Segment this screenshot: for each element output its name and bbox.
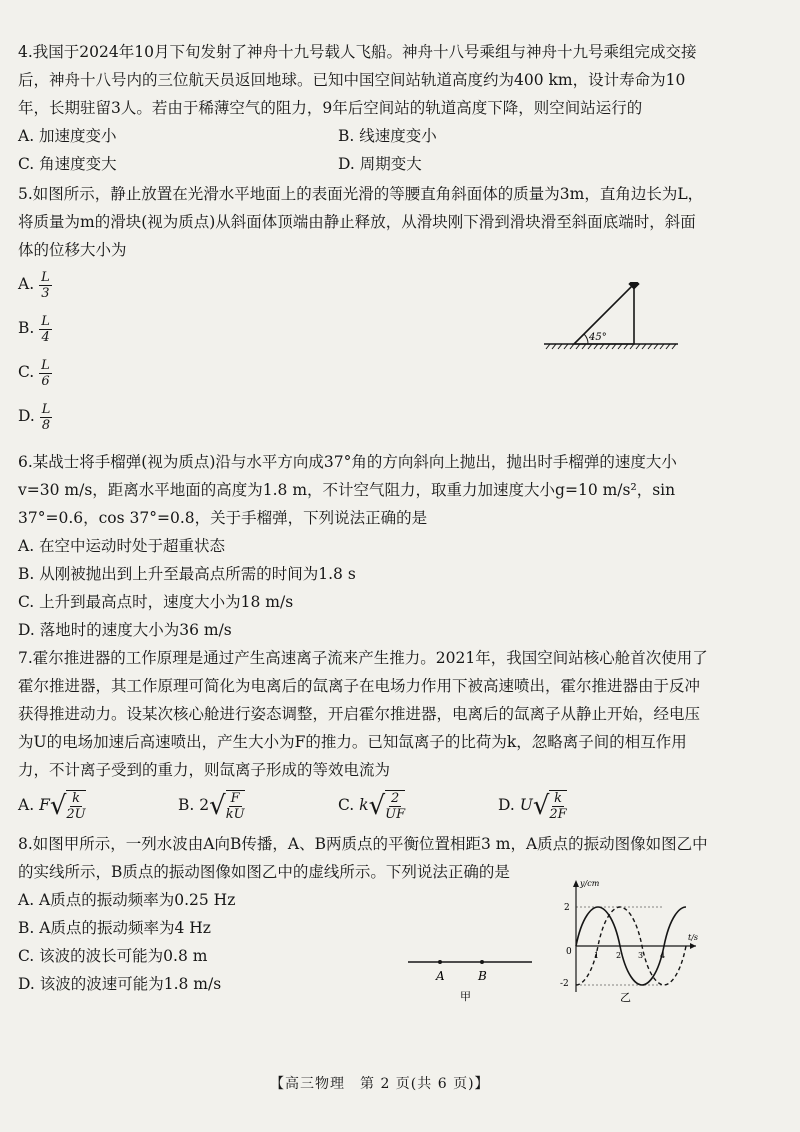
q5-option-c-fraction: $\frac{L}{6}$ xyxy=(41,357,50,389)
figure-yi xyxy=(554,874,704,1002)
q6-option-a[interactable]: A. 在空中运动时处于超重状态 xyxy=(18,537,226,555)
origin-label: 0 xyxy=(566,947,572,957)
q5-option-b[interactable]: B. $\frac{L}{4}$ xyxy=(18,313,50,345)
q6-option-d[interactable]: D. 落地时的速度大小为36 m/s xyxy=(18,621,232,639)
question-5-body xyxy=(18,264,708,444)
t-axis-label: t/s xyxy=(688,933,699,942)
question-8-body xyxy=(18,879,708,1002)
question-5-stem: 5.如图所示，静止放置在光滑水平地面上的表面光滑的等腰直角斜面体的质量为3m，直角边长为L，将质量为m的滑块(视为质点)从斜面体顶端由静止释放，从滑块刚下滑到滑块滑至斜面底端时，斜面体的位移大小为 xyxy=(18,185,704,259)
incline-figure xyxy=(538,282,688,362)
question-7-options xyxy=(18,784,708,828)
q8-option-b[interactable]: B. A质点的振动频率为4 Hz xyxy=(18,919,211,937)
angle-arc xyxy=(584,334,588,344)
q5-option-d[interactable]: D. $\frac{L}{8}$ xyxy=(18,401,51,433)
q5-option-b-fraction: $\frac{L}{4}$ xyxy=(41,313,50,345)
q4-option-c[interactable]: C. 角速度变大 xyxy=(18,155,117,173)
q4-option-a[interactable]: A. 加速度变小 xyxy=(18,127,117,145)
q5-option-c[interactable]: C. $\frac{L}{6}$ xyxy=(18,357,50,389)
q6-option-b[interactable]: B. 从刚被抛出到上升至最高点所需的时间为1.8 s xyxy=(18,565,356,583)
point-a-label: A xyxy=(436,969,445,983)
q4-option-b[interactable]: B. 线速度变小 xyxy=(338,127,437,145)
q7-option-d[interactable]: D. U √ $\frac{k}{2F}$ xyxy=(498,791,567,822)
q5-option-a[interactable]: A. $\frac{L}{3}$ xyxy=(18,269,50,301)
figure-jia-caption: 甲 xyxy=(460,990,471,1002)
t-tick-1: 1 xyxy=(594,951,600,960)
question-7 xyxy=(18,644,708,828)
q7-option-a[interactable]: A. F √ $\frac{k}{2U}$ xyxy=(18,791,86,822)
q5-option-d-fraction: $\frac{L}{8}$ xyxy=(41,401,51,433)
q7-option-a-root: √ $\frac{k}{2U}$ xyxy=(49,791,86,822)
point-b-label: B xyxy=(478,969,487,983)
question-8 xyxy=(18,830,708,1002)
t-tick-4: 4 xyxy=(660,951,666,960)
question-7-stem: 7.霍尔推进器的工作原理是通过产生高速离子流来产生推力。2021年，我国空间站核心舱首次使用了霍尔推进器，其工作原理可简化为电离后的氙离子在电场力作用下被高速喷出，霍尔推进器由于反冲获得推进动力。设某次核心舱进行姿态调整，开启霍尔推进器，电离后的氙离子从静止开始，经电压为U的电场加速后高速喷出，产生大小为F的推力。已知氙离子的比荷为k，忽略离子间的相互作用力，不计离子受到的重力，则氙离子形成的等效电流为 xyxy=(18,649,708,779)
q8-option-d[interactable]: D. 该波的波速可能为1.8 m/s xyxy=(18,975,222,993)
t-tick-2: 2 xyxy=(616,951,622,960)
q7-option-d-root: √ $\frac{k}{2F}$ xyxy=(532,791,567,822)
t-tick-3: 3 xyxy=(638,951,644,960)
q8-option-c[interactable]: C. 该波的波长可能为0.8 m xyxy=(18,947,208,965)
q6-option-c[interactable]: C. 上升到最高点时，速度大小为18 m/s xyxy=(18,593,294,611)
t-axis-arrow xyxy=(690,943,696,949)
question-4 xyxy=(18,38,708,178)
point-a-dot xyxy=(438,960,442,964)
q4-option-d[interactable]: D. 周期变大 xyxy=(338,155,422,173)
y-axis-arrow xyxy=(573,880,579,887)
main-column xyxy=(18,38,708,1002)
figure-jia xyxy=(406,942,536,1002)
question-4-stem: 4.我国于2024年10月下旬发射了神舟十九号载人飞船。神舟十八号乘组与神舟十九号乘组完成交接后，神舟十八号内的三位航天员返回地球。已知中国空间站轨道高度约为400 km，设计寿命为10年，长期驻留3人。若由于稀薄空气的阻力，9年后空间站的轨道高度下降，则空间站运行的 xyxy=(18,43,697,117)
q7-option-c-root: √ $\frac{2}{UF}$ xyxy=(368,791,406,822)
question-6-stem: 6.某战士将手榴弹(视为质点)沿与水平方向成37°角的方向斜向上抛出，抛出时手榴弹的速度大小v=30 m/s，距离水平地面的高度为1.8 m，不计空气阻力，取重力加速度大小g=10 m/s²，sin 37°=0.6，cos 37°=0.8，关于手榴弹，下列说法正确的是 xyxy=(18,453,677,527)
question-8-stem: 8.如图甲所示，一列水波由A向B传播，A、B两质点的平衡位置相距3 m，A质点的振动图像如图乙中的实线所示，B质点的振动图像如图乙中的虚线所示。下列说法正确的是 xyxy=(18,835,708,881)
q7-option-c[interactable]: C. k √ $\frac{2}{UF}$ xyxy=(338,791,406,822)
y-max-label: 2 xyxy=(564,903,570,913)
page-footer: 【高三物理 第 2 页(共 6 页)】 xyxy=(270,1076,490,1092)
question-5 xyxy=(18,180,708,444)
q5-option-a-fraction: $\frac{L}{3}$ xyxy=(41,269,50,301)
question-4-options-row-2 xyxy=(18,150,708,178)
y-min-label: -2 xyxy=(560,979,569,989)
question-4-options-row-1 xyxy=(18,122,708,150)
question-6 xyxy=(18,448,708,644)
q7-option-b[interactable]: B. 2 √ $\frac{F}{kU}$ xyxy=(178,791,245,822)
q7-option-b-root: √ $\frac{F}{kU}$ xyxy=(209,791,245,822)
y-axis-label: y/cm xyxy=(580,879,600,888)
q8-option-a[interactable]: A. A质点的振动频率为0.25 Hz xyxy=(18,891,236,909)
angle-label: 45° xyxy=(589,332,607,343)
point-b-dot xyxy=(480,960,484,964)
figure-yi-caption: 乙 xyxy=(620,991,631,1002)
